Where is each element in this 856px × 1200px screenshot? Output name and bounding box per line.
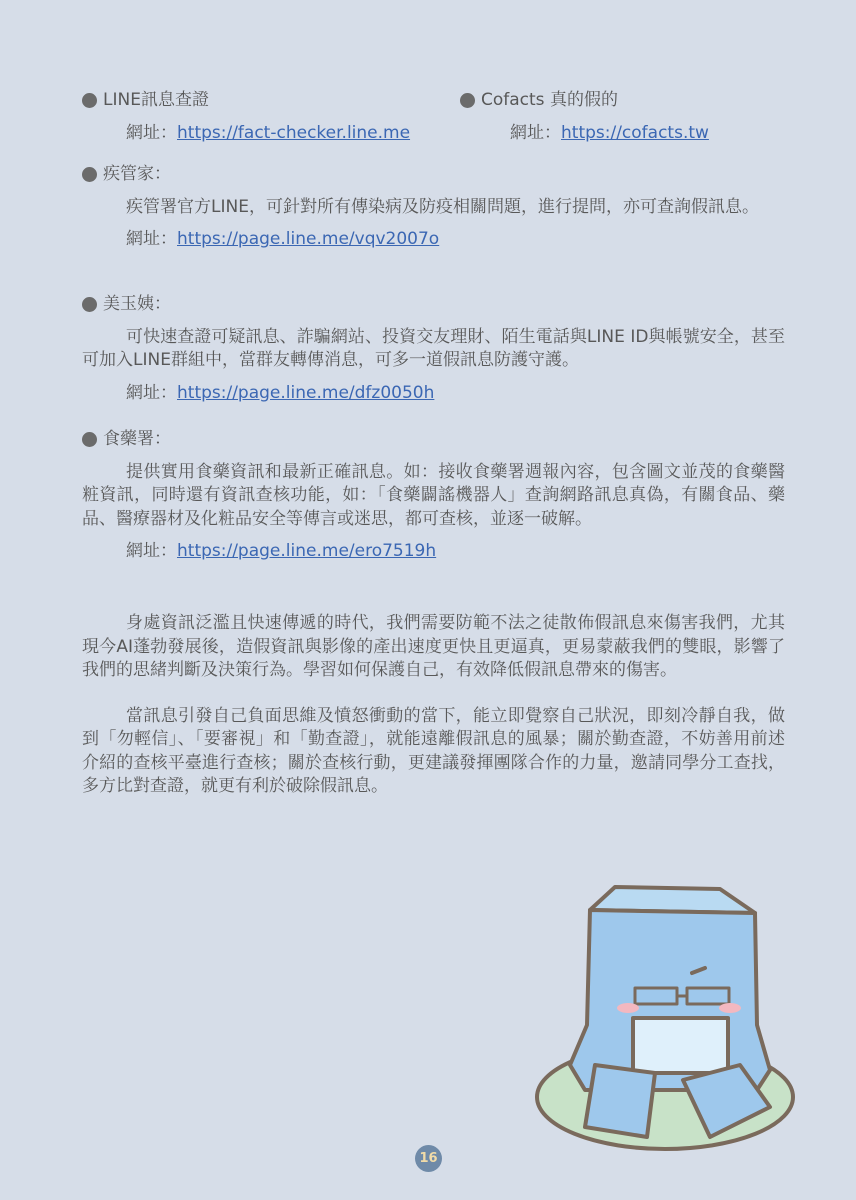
bullet-icon bbox=[460, 93, 475, 108]
closing-text bbox=[82, 612, 785, 799]
section-meiyu bbox=[82, 293, 785, 405]
bullet-icon bbox=[82, 167, 97, 182]
section-fda bbox=[82, 428, 785, 564]
section-body: 疾管署官方LINE，可針對所有傳染病及防疫相關問題，進行提問，亦可查詢假訊息。 bbox=[126, 196, 759, 217]
bullet-icon bbox=[82, 93, 97, 108]
url-link[interactable]: https://cofacts.tw bbox=[561, 122, 709, 143]
section-body: 可快速查證可疑訊息、詐騙網站、投資交友理財、陌生電話與LINE ID與帳號安全，甚至可加入LINE群組中，當群友轉傳消息，可多一道假訊息防護守護。 bbox=[82, 326, 785, 370]
url-link[interactable]: https://page.line.me/dfz0050h bbox=[177, 382, 435, 403]
section-title: 疾管家： bbox=[103, 164, 171, 184]
section-title: 食藥署： bbox=[103, 429, 171, 449]
section-body: 提供實用食藥資訊和最新正確訊息。如：接收食藥署週報內容，包含圖文並茂的食藥醫粧資訊，同時還有資訊查核功能，如：「食藥闢謠機器人」查詢網路訊息真偽，有關食品、藥品、醫療器材及化粧品安全等傳言或迷思，都可查核，並逐一破解。 bbox=[82, 461, 785, 529]
section-title: 美玉姨： bbox=[103, 294, 171, 314]
section-cofacts bbox=[460, 89, 790, 145]
section-line-fact-checker bbox=[82, 89, 442, 145]
url-link[interactable]: https://fact-checker.line.me bbox=[177, 122, 411, 143]
paragraph: 身處資訊泛濫且快速傳遞的時代，我們需要防範不法之徒散佈假訊息來傷害我們，尤其現今AI蓬勃發展後，造假資訊與影像的產出速度更快且更逼真，更易蒙蔽我們的雙眼，影響了我們的思緒判斷及決策行為。學習如何保護自己，有效降低假訊息帶來的傷害。 bbox=[82, 613, 785, 680]
section-cdc bbox=[82, 163, 785, 252]
page-number: 16 bbox=[415, 1145, 442, 1172]
bullet-icon bbox=[82, 297, 97, 312]
url-label: 網址： bbox=[126, 122, 177, 143]
url-label: 網址： bbox=[510, 122, 561, 143]
paragraph: 當訊息引發自己負面思維及憤怒衝動的當下，能立即覺察自己狀況，即刻冷靜自我，做到「勿輕信」、「要審視」和「勤查證」，就能遠離假訊息的風暴；關於勤查證，不妨善用前述介紹的查核平臺進行查核；關於查核行動，更建議發揮團隊合作的力量，邀請同學分工查找，多方比對查證，就更有利於破除假訊息。 bbox=[82, 705, 785, 796]
url-link[interactable]: https://page.line.me/vqv2007o bbox=[177, 229, 440, 249]
section-title: LINE訊息查證 bbox=[103, 90, 209, 110]
url-label: 網址： bbox=[126, 382, 177, 403]
bullet-icon bbox=[82, 432, 97, 447]
url-label: 網址： bbox=[126, 229, 177, 249]
section-title: Cofacts 真的假的 bbox=[481, 90, 618, 110]
url-link[interactable]: https://page.line.me/ero7519h bbox=[177, 541, 437, 561]
url-label: 網址： bbox=[126, 541, 177, 561]
mascot-illustration bbox=[525, 875, 835, 1155]
